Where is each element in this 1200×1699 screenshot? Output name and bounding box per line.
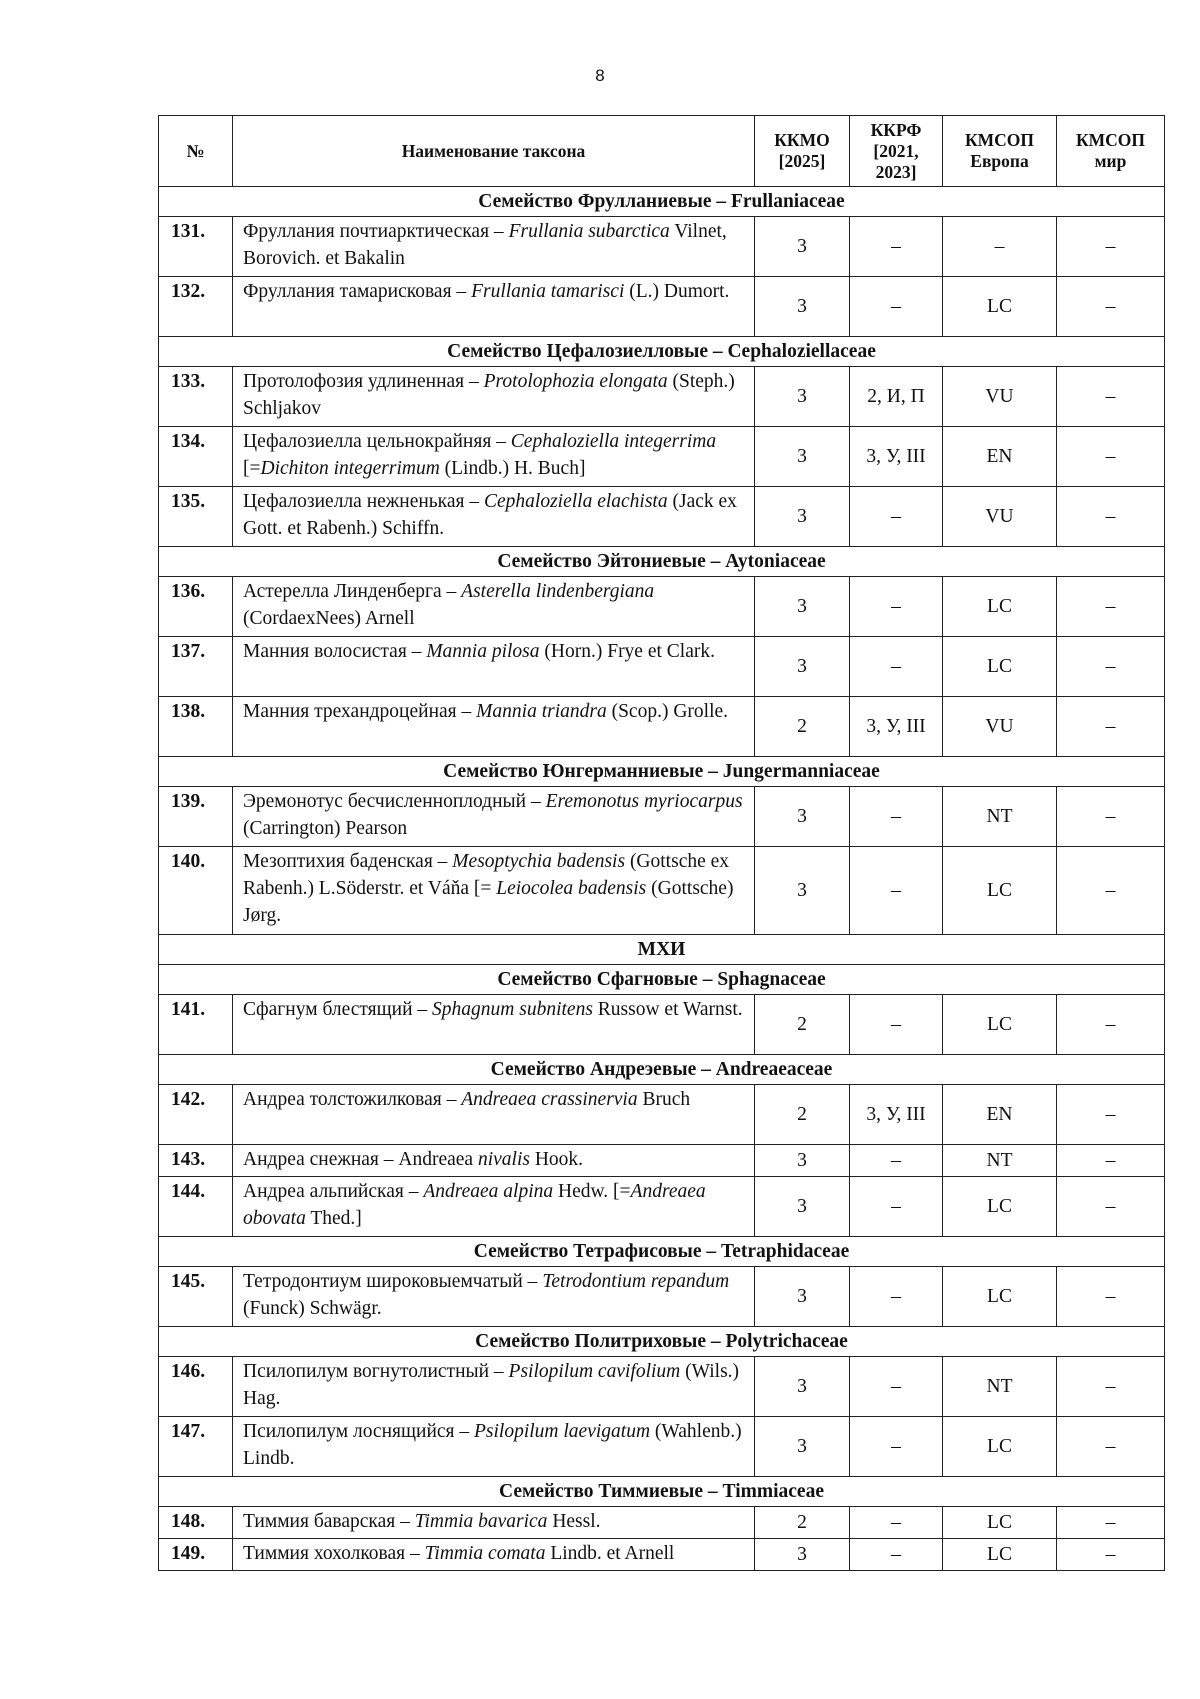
kkrf-category: 3, У, III: [850, 427, 943, 487]
taxon-name: [233, 637, 755, 697]
family-heading: Семейство Тетрафисовые – Tetraphidaceae: [159, 1237, 1165, 1267]
name-text: Фруллания тамарисковая –: [243, 281, 472, 302]
latin-name: Andreaea crassinervia: [461, 1089, 638, 1110]
taxon-name: [233, 787, 755, 847]
row-number: 132.: [159, 277, 233, 337]
kkrf-category: –: [850, 1507, 943, 1539]
taxon-name: [233, 1539, 755, 1571]
kkmo-category: 2: [755, 1507, 850, 1539]
name-text: (Carrington) Pearson: [243, 818, 408, 839]
page-number: 8: [595, 66, 605, 85]
latin-name: Psilopilum laevigatum: [474, 1421, 651, 1442]
name-text: Thed.]: [305, 1208, 362, 1229]
kkrf-category: –: [850, 217, 943, 277]
row-number: 138.: [159, 697, 233, 757]
iucn-world-category: –: [1057, 697, 1165, 757]
iucn-europe-category: EN: [943, 427, 1057, 487]
name-text: (Gottsche) Jørg.: [243, 878, 734, 926]
latin-name: Mesoptychia badensis: [452, 851, 626, 872]
row-number: 131.: [159, 217, 233, 277]
row-number: 139.: [159, 787, 233, 847]
header-kkrf: [850, 116, 943, 187]
name-text: Hessl.: [547, 1511, 601, 1532]
kkrf-category: –: [850, 1177, 943, 1237]
family-row: [159, 757, 1165, 787]
name-text: (Jack ex Gott. et Rabenh.) Schiffn.: [243, 491, 737, 539]
iucn-world-category: –: [1057, 577, 1165, 637]
taxon-name: [233, 1267, 755, 1327]
name-text: (Funck) Schwägr.: [243, 1298, 382, 1319]
iucn-world-category: –: [1057, 1145, 1165, 1177]
family-row: [159, 965, 1165, 995]
header-kkrf-line: ККРФ: [870, 119, 922, 140]
table-row: [159, 1507, 1165, 1539]
taxon-name: [233, 1507, 755, 1539]
red-book-table: [158, 115, 1165, 1571]
table-row: [159, 995, 1165, 1055]
table-row: [159, 1267, 1165, 1327]
kkmo-category: 3: [755, 367, 850, 427]
iucn-europe-category: EN: [943, 1085, 1057, 1145]
name-text: Протолофозия удлиненная –: [243, 371, 484, 392]
latin-name: Eremonotus myriocarpus: [545, 791, 743, 812]
name-text: Тиммия баварская –: [243, 1511, 415, 1532]
latin-name: Frullania subarctica: [508, 221, 670, 242]
family-heading: Семейство Эйтониевые – Aytoniaceae: [159, 547, 1165, 577]
kkmo-category: 3: [755, 427, 850, 487]
iucn-europe-category: LC: [943, 1507, 1057, 1539]
table-row: [159, 1417, 1165, 1477]
family-row: [159, 1327, 1165, 1357]
table-row: [159, 1357, 1165, 1417]
name-text: Тетродонтиум широковыемчатый –: [243, 1271, 543, 1292]
name-text: (Horn.) Frye et Clark.: [539, 641, 715, 662]
taxon-name: [233, 487, 755, 547]
kkmo-category: 3: [755, 1267, 850, 1327]
kkrf-category: –: [850, 995, 943, 1055]
row-number: 136.: [159, 577, 233, 637]
header-number: №: [159, 116, 233, 187]
taxon-name: [233, 577, 755, 637]
table-row: [159, 577, 1165, 637]
family-heading: Семейство Фруллaниевые – Frullaniaceae: [159, 187, 1165, 217]
kkmo-category: 3: [755, 637, 850, 697]
header-iucn-europe-line: Европа: [970, 151, 1029, 171]
name-text: (Gottsche ex Rabenh.) L.Söderstr. et Váňa [=: [243, 851, 730, 899]
family-row: [159, 337, 1165, 367]
taxon-name: [233, 1085, 755, 1145]
row-number: 140.: [159, 847, 233, 935]
header-iucn-europe: [943, 116, 1057, 187]
name-text: (Wils.) Hag.: [243, 1361, 740, 1409]
header-iucn-world: [1057, 116, 1165, 187]
latin-name: Psilopilum cavifolium: [508, 1361, 681, 1382]
kkrf-category: –: [850, 277, 943, 337]
kkmo-category: 3: [755, 1417, 850, 1477]
table-row: [159, 367, 1165, 427]
row-number: 145.: [159, 1267, 233, 1327]
iucn-world-category: –: [1057, 1085, 1165, 1145]
table-row: [159, 1085, 1165, 1145]
iucn-world-category: –: [1057, 1267, 1165, 1327]
taxon-name: [233, 1145, 755, 1177]
kkmo-category: 2: [755, 1085, 850, 1145]
kkrf-category: –: [850, 1539, 943, 1571]
name-text: (Wahlenb.) Lindb.: [243, 1421, 742, 1469]
iucn-world-category: –: [1057, 217, 1165, 277]
iucn-europe-category: VU: [943, 367, 1057, 427]
name-text: Манния волосистая –: [243, 641, 427, 662]
family-heading: Семейство Сфагновые – Sphagnaceae: [159, 965, 1165, 995]
header-iucn-europe-line: КМСОП: [964, 130, 1035, 150]
kkmo-category: 3: [755, 217, 850, 277]
header-kkmo-line: ККМО: [774, 130, 830, 150]
table-row: [159, 637, 1165, 697]
kkrf-category: –: [850, 787, 943, 847]
iucn-europe-category: LC: [943, 1177, 1057, 1237]
name-text: Сфагнум блестящий –: [243, 999, 433, 1020]
class-row: [159, 935, 1165, 965]
iucn-world-category: –: [1057, 787, 1165, 847]
header-iucn-world-line: мир: [1094, 151, 1127, 171]
family-row: [159, 187, 1165, 217]
name-text: Цефалозиелла цельнокрайняя –: [243, 431, 511, 452]
name-text: Андреа снежная – Andreaea: [243, 1149, 478, 1170]
iucn-europe-category: LC: [943, 577, 1057, 637]
latin-name: Timmia bavarica: [414, 1511, 548, 1532]
table-row: [159, 277, 1165, 337]
row-number: 143.: [159, 1145, 233, 1177]
iucn-europe-category: LC: [943, 1539, 1057, 1571]
name-text: [=: [243, 458, 261, 479]
family-heading: Семейство Тиммиевые – Timmiaceae: [159, 1477, 1165, 1507]
kkrf-category: 3, У, III: [850, 697, 943, 757]
kkrf-category: –: [850, 637, 943, 697]
iucn-europe-category: NT: [943, 787, 1057, 847]
kkmo-category: 2: [755, 995, 850, 1055]
kkmo-category: 3: [755, 1145, 850, 1177]
latin-name: Tetrodontium repandum: [542, 1271, 730, 1292]
latin-name: Cephaloziella integerrima: [510, 431, 717, 452]
iucn-world-category: –: [1057, 1417, 1165, 1477]
table-header: [159, 116, 1165, 187]
header-iucn-world-line: КМСОП: [1075, 130, 1146, 150]
name-text: Vilnet, Borovich. et Bakalin: [243, 221, 727, 269]
name-text: Цефалозиелла нежненькая –: [243, 491, 484, 512]
iucn-world-category: –: [1057, 1539, 1165, 1571]
row-number: 146.: [159, 1357, 233, 1417]
iucn-world-category: –: [1057, 995, 1165, 1055]
name-text: Андреа альпийская –: [243, 1181, 424, 1202]
iucn-world-category: –: [1057, 847, 1165, 935]
table-row: [159, 847, 1165, 935]
iucn-world-category: –: [1057, 367, 1165, 427]
name-text: Эремонотус бесчисленноплодный –: [243, 791, 546, 812]
name-text: (Lindb.) H. Buch]: [439, 458, 586, 479]
family-row: [159, 1237, 1165, 1267]
header-kkrf-line: 2023]: [875, 161, 917, 182]
iucn-world-category: –: [1057, 1357, 1165, 1417]
family-heading: Семейство Политриховые – Polytrichaceae: [159, 1327, 1165, 1357]
family-row: [159, 1477, 1165, 1507]
iucn-europe-category: LC: [943, 995, 1057, 1055]
table-row: [159, 1177, 1165, 1237]
kkrf-category: –: [850, 847, 943, 935]
row-number: 149.: [159, 1539, 233, 1571]
kkmo-category: 3: [755, 847, 850, 935]
latin-name: Asterella lindenbergiana: [461, 581, 655, 602]
iucn-world-category: –: [1057, 637, 1165, 697]
taxon-name: [233, 995, 755, 1055]
taxon-name: [233, 1357, 755, 1417]
name-text: Псилопилум лоснящийся –: [243, 1421, 475, 1442]
kkmo-category: 3: [755, 487, 850, 547]
name-text: (Scop.) Grolle.: [606, 701, 729, 722]
taxon-name: [233, 367, 755, 427]
kkrf-category: 3, У, III: [850, 1085, 943, 1145]
name-text: Lindb. et Arnell: [545, 1543, 675, 1564]
header-kkmo-line: [2025]: [778, 151, 826, 171]
iucn-world-category: –: [1057, 427, 1165, 487]
family-heading: Семейство Юнгерманниевые – Jungermanniaceae: [159, 757, 1165, 787]
row-number: 141.: [159, 995, 233, 1055]
name-text: Hook.: [529, 1149, 584, 1170]
kkmo-category: 3: [755, 787, 850, 847]
iucn-world-category: –: [1057, 1177, 1165, 1237]
kkrf-category: –: [850, 487, 943, 547]
latin-name: Andreaea obovata: [243, 1181, 706, 1229]
taxon-name: [233, 697, 755, 757]
taxon-name: [233, 217, 755, 277]
iucn-europe-category: LC: [943, 847, 1057, 935]
kkrf-category: –: [850, 1267, 943, 1327]
taxon-name: [233, 847, 755, 935]
kkmo-category: 3: [755, 277, 850, 337]
iucn-world-category: –: [1057, 487, 1165, 547]
latin-name: Andreaea alpina: [423, 1181, 554, 1202]
row-number: 147.: [159, 1417, 233, 1477]
header-kkmo: [755, 116, 850, 187]
table-body: [159, 187, 1165, 1571]
family-row: [159, 547, 1165, 577]
latin-name: Protolophozia elongata: [483, 371, 668, 392]
latin-name: Timmia comata: [424, 1543, 546, 1564]
kkrf-category: –: [850, 1357, 943, 1417]
name-text: Астерелла Линденберга –: [243, 581, 462, 602]
name-text: Фруллания почтиарктическая –: [243, 221, 509, 242]
taxon-name: [233, 277, 755, 337]
class-heading: МХИ: [159, 935, 1165, 965]
row-number: 144.: [159, 1177, 233, 1237]
table-row: [159, 1539, 1165, 1571]
taxon-name: [233, 1417, 755, 1477]
latin-name: nivalis: [477, 1149, 530, 1170]
header-kkrf-line: [2021,: [873, 140, 919, 161]
iucn-europe-category: NT: [943, 1145, 1057, 1177]
table-row: [159, 487, 1165, 547]
iucn-world-category: –: [1057, 1507, 1165, 1539]
latin-name: Dichiton integerrimum: [260, 458, 440, 479]
table-row: [159, 697, 1165, 757]
latin-name: Sphagnum subnitens: [432, 999, 593, 1020]
latin-name: Mannia pilosa: [426, 641, 540, 662]
latin-name: Cephaloziella elachista: [484, 491, 668, 512]
latin-name: Mannia triandra: [476, 701, 607, 722]
taxon-name: [233, 427, 755, 487]
name-text: Тиммия хохолковая –: [243, 1543, 425, 1564]
row-number: 133.: [159, 367, 233, 427]
header-taxon-name: Наименование таксона: [233, 116, 755, 187]
name-text: (Steph.) Schljakov: [243, 371, 735, 419]
iucn-world-category: –: [1057, 277, 1165, 337]
table-row: [159, 217, 1165, 277]
latin-name: Leiocolea badensis: [496, 878, 647, 899]
row-number: 135.: [159, 487, 233, 547]
iucn-europe-category: LC: [943, 1267, 1057, 1327]
name-text: Манния трехандроцейная –: [243, 701, 477, 722]
row-number: 148.: [159, 1507, 233, 1539]
kkmo-category: 3: [755, 577, 850, 637]
iucn-europe-category: LC: [943, 637, 1057, 697]
table-row: [159, 1145, 1165, 1177]
row-number: 134.: [159, 427, 233, 487]
kkmo-category: 3: [755, 1177, 850, 1237]
iucn-europe-category: LC: [943, 1417, 1057, 1477]
kkrf-category: 2, И, П: [850, 367, 943, 427]
iucn-europe-category: –: [943, 217, 1057, 277]
iucn-europe-category: VU: [943, 487, 1057, 547]
family-heading: Семейство Андреэевые – Andreaeaceae: [159, 1055, 1165, 1085]
iucn-europe-category: VU: [943, 697, 1057, 757]
kkmo-category: 2: [755, 697, 850, 757]
taxon-name: [233, 1177, 755, 1237]
name-text: Hedw. [=: [553, 1181, 631, 1202]
name-text: (L.) Dumort.: [624, 281, 730, 302]
family-row: [159, 1055, 1165, 1085]
row-number: 137.: [159, 637, 233, 697]
table-row: [159, 427, 1165, 487]
family-heading: Семейство Цефалозиелловые – Cephaloziellaceae: [159, 337, 1165, 367]
name-text: Псилопилум вогнутолистный –: [243, 1361, 509, 1382]
name-text: (CordaexNees) Arnell: [243, 608, 415, 629]
kkrf-category: –: [850, 1417, 943, 1477]
name-text: Мезоптихия баденская –: [243, 851, 453, 872]
kkrf-category: –: [850, 577, 943, 637]
kkrf-category: –: [850, 1145, 943, 1177]
name-text: Андреа толстожилковая –: [243, 1089, 462, 1110]
kkmo-category: 3: [755, 1357, 850, 1417]
name-text: Russow et Warnst.: [592, 999, 743, 1020]
kkmo-category: 3: [755, 1539, 850, 1571]
name-text: Bruch: [637, 1089, 691, 1110]
iucn-europe-category: LC: [943, 277, 1057, 337]
iucn-europe-category: NT: [943, 1357, 1057, 1417]
latin-name: Frullania tamarisci: [471, 281, 625, 302]
table-row: [159, 787, 1165, 847]
row-number: 142.: [159, 1085, 233, 1145]
